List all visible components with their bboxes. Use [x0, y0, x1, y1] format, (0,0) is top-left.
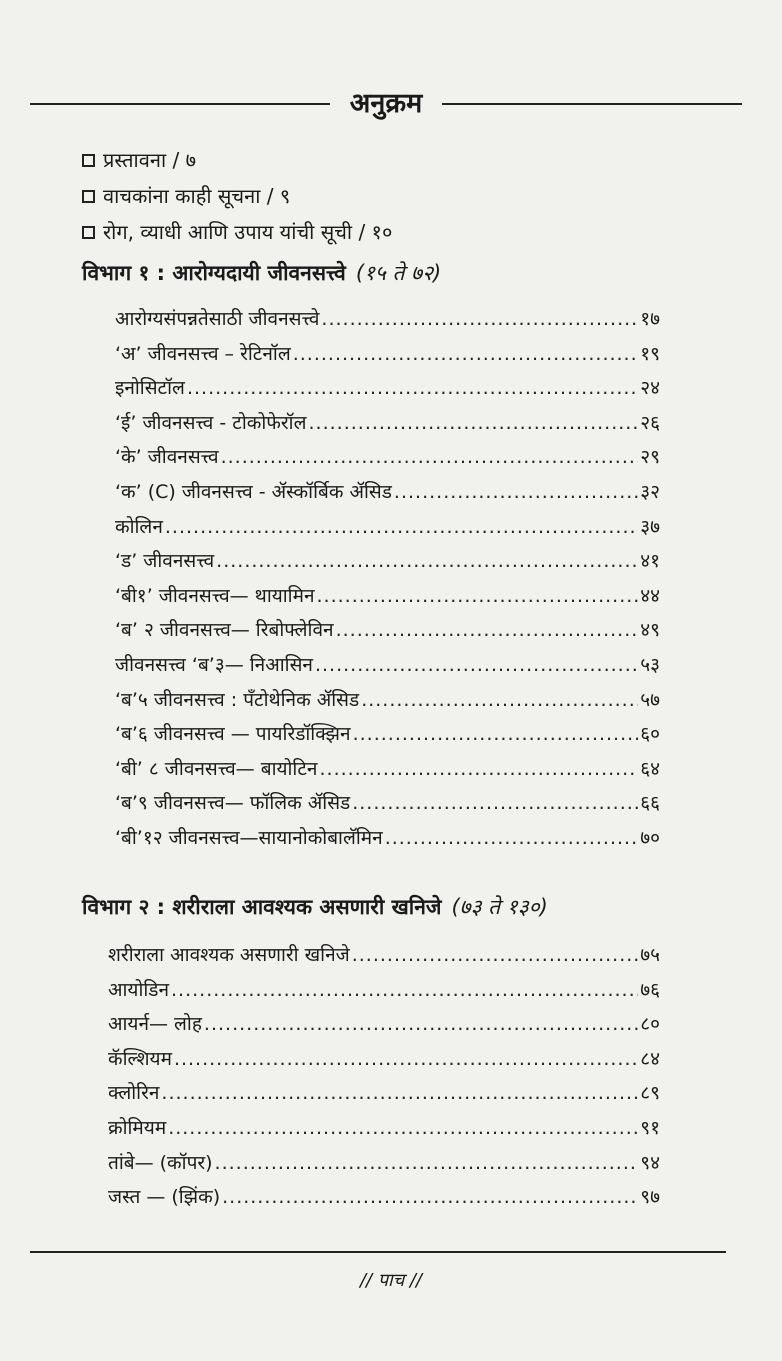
toc-entry-page: ९१	[640, 1116, 660, 1139]
dot-leader	[315, 648, 638, 683]
page-title: अनुक्रम	[349, 88, 423, 119]
toc-entry-page: ३७	[640, 515, 660, 538]
toc-entry[interactable]	[115, 717, 660, 752]
toc-entry-page: ४१	[640, 550, 660, 573]
section-title: विभाग १ : आरोग्यदायी जीवनसत्त्वे	[82, 261, 346, 285]
dot-leader	[204, 1007, 638, 1042]
dot-leader	[352, 786, 638, 821]
toc-entry-page: ८९	[640, 1082, 660, 1105]
dot-leader	[171, 973, 638, 1008]
toc-entry-page: ६६	[640, 792, 660, 815]
toc-entry-page: २९	[640, 446, 660, 469]
intro-item[interactable]	[82, 178, 392, 214]
toc-entry[interactable]	[115, 786, 660, 821]
toc-entry-page: ६०	[640, 723, 660, 746]
intro-item-label: रोग, व्याधी आणि उपाय यांची सूची / १०	[103, 220, 393, 244]
toc-entry-page: ३२	[640, 480, 660, 503]
dot-leader	[317, 579, 639, 614]
toc-header	[30, 84, 742, 124]
dot-leader	[352, 938, 639, 973]
toc-entry-title: ‘अ’ जीवनसत्त्व – रेटिनॉल	[115, 342, 291, 365]
toc-entry-title: कॅल्शियम	[108, 1047, 172, 1070]
intro-item-label: प्रस्तावना / ७	[103, 148, 196, 172]
section-range: (७३ ते १३०)	[451, 895, 548, 919]
toc-entry[interactable]	[115, 510, 660, 545]
toc-entry-title: ‘बी१’ जीवनसत्त्व— थायामिन	[115, 584, 315, 607]
checkbox-icon	[82, 190, 95, 203]
dot-leader	[319, 752, 638, 787]
toc-entry[interactable]	[108, 1007, 660, 1042]
toc-entry-title: आरोग्यसंपन्नतेसाठी जीवनसत्त्वे	[115, 308, 320, 330]
toc-entry[interactable]	[108, 938, 660, 973]
toc-entry-page: ७०	[640, 826, 660, 849]
dot-leader	[215, 1146, 639, 1181]
toc-entry[interactable]	[108, 1146, 660, 1181]
toc-entry-page: ६४	[640, 757, 660, 780]
toc-entry[interactable]	[115, 371, 660, 406]
toc-entry-page: १७	[640, 308, 660, 330]
toc-entry-title: ‘ब’ २ जीवनसत्त्व— रिबोफ्लेविन	[115, 619, 334, 642]
toc-entry[interactable]	[115, 648, 660, 683]
toc-entry-page: ८४	[640, 1047, 660, 1070]
toc-entry-title: ‘ब’६ जीवनसत्त्व — पायरिडॉक्झिन	[115, 723, 351, 746]
toc-entry-page: २४	[640, 377, 660, 400]
toc-entry-page: १९	[640, 342, 660, 365]
intro-item[interactable]	[82, 142, 392, 178]
toc-entry-title: ‘के’ जीवनसत्त्व	[115, 446, 219, 469]
section-heading-2	[82, 890, 548, 924]
dot-leader	[216, 544, 638, 579]
toc-entry[interactable]	[115, 579, 660, 614]
toc-entry[interactable]	[115, 475, 660, 510]
toc-entry-page: ७६	[640, 978, 660, 1001]
dot-leader	[353, 717, 639, 752]
toc-entry[interactable]	[108, 1076, 660, 1111]
checkbox-icon	[82, 154, 95, 167]
checkbox-icon	[82, 226, 95, 239]
toc-entry-title: आयर्न— लोह	[108, 1013, 202, 1036]
toc-entry-title: तांबे— (कॉपर)	[108, 1151, 213, 1174]
toc-entry-page: २६	[640, 411, 660, 434]
toc-entry[interactable]	[108, 1180, 660, 1215]
dot-leader	[221, 440, 639, 475]
toc-entry[interactable]	[115, 406, 660, 441]
dot-leader	[165, 510, 638, 545]
toc-entry-title: ‘ड’ जीवनसत्त्व	[115, 550, 215, 573]
toc-entry-title: ‘ब’९ जीवनसत्त्व— फॉलिक ॲसिड	[115, 792, 351, 815]
toc-entry-page: ४९	[640, 619, 660, 642]
toc-entry-page: ४४	[640, 584, 660, 607]
toc-entry[interactable]	[115, 337, 660, 372]
dot-leader	[222, 1180, 638, 1215]
toc-entry-title: जस्त — (झिंक)	[108, 1186, 221, 1209]
toc-entry[interactable]	[115, 613, 660, 648]
dot-leader	[293, 337, 639, 372]
dot-leader	[187, 371, 638, 406]
section-range: (१५ ते ७२)	[355, 261, 442, 285]
toc-entry[interactable]	[115, 821, 660, 856]
dot-leader	[174, 1042, 638, 1077]
toc-entry[interactable]	[108, 973, 660, 1008]
header-rule-left	[30, 103, 330, 105]
intro-list	[82, 142, 392, 250]
dot-leader	[394, 475, 638, 510]
header-rule-right	[442, 103, 742, 105]
toc-entry[interactable]	[115, 544, 660, 579]
dot-leader	[336, 613, 639, 648]
toc-entry[interactable]	[108, 1111, 660, 1146]
toc-entry-page: ५७	[640, 688, 660, 711]
dot-leader	[161, 1076, 638, 1111]
page-number-footer: // पाच //	[359, 1270, 423, 1291]
toc-entry-title: क्रोमियम	[108, 1116, 167, 1139]
footer-rule	[30, 1251, 726, 1253]
toc-entry-page: ८०	[640, 1013, 660, 1036]
toc-entry[interactable]	[115, 683, 660, 718]
section-heading-1	[82, 256, 441, 290]
section-title: विभाग २ : शरीराला आवश्यक असणारी खनिजे	[82, 895, 442, 919]
toc-entry-title: ‘ब’५ जीवनसत्त्व : पँटोथेनिक ॲसिड	[115, 688, 360, 711]
intro-item[interactable]	[82, 214, 392, 250]
toc-entry-title: ‘ई’ जीवनसत्त्व - टोकोफेरॉल	[115, 411, 307, 434]
toc-entry[interactable]	[115, 440, 660, 475]
toc-entry-title: क्लोरिन	[108, 1082, 160, 1105]
dot-leader	[361, 683, 638, 718]
toc-entry-title: आयोडिन	[108, 978, 169, 1001]
toc-entry-title: ‘बी’१२ जीवनसत्त्व—सायानोकोबालॅमिन	[115, 826, 383, 849]
toc-entry-title: शरीराला आवश्यक असणारी खनिजे	[108, 944, 350, 966]
dot-leader	[309, 406, 639, 441]
toc-entry-page: ७५	[640, 944, 660, 966]
toc-entry-page: ९७	[640, 1186, 660, 1209]
toc-entry-title: जीवनसत्त्व ‘ब’३— निआसिन	[115, 653, 313, 676]
intro-item-label: वाचकांना काही सूचना / ९	[103, 184, 291, 208]
toc-entry[interactable]	[115, 752, 660, 787]
toc-entry-title: इनोसिटॉल	[115, 377, 185, 400]
toc-entry[interactable]	[108, 1042, 660, 1077]
dot-leader	[321, 302, 638, 337]
dot-leader	[168, 1111, 638, 1146]
toc-entry[interactable]	[115, 302, 660, 337]
toc-entry-title: ‘क’ (C) जीवनसत्त्व - ॲस्कॉर्बिक ॲसिड	[115, 480, 392, 503]
dot-leader	[385, 821, 639, 856]
section-1-entries	[115, 302, 660, 856]
toc-entry-title: कोलिन	[115, 515, 163, 538]
section-2-entries	[108, 938, 660, 1215]
toc-entry-page: ५३	[640, 653, 660, 676]
toc-entry-page: ९४	[640, 1151, 660, 1174]
toc-entry-title: ‘बी’ ८ जीवनसत्त्व— बायोटिन	[115, 757, 318, 780]
